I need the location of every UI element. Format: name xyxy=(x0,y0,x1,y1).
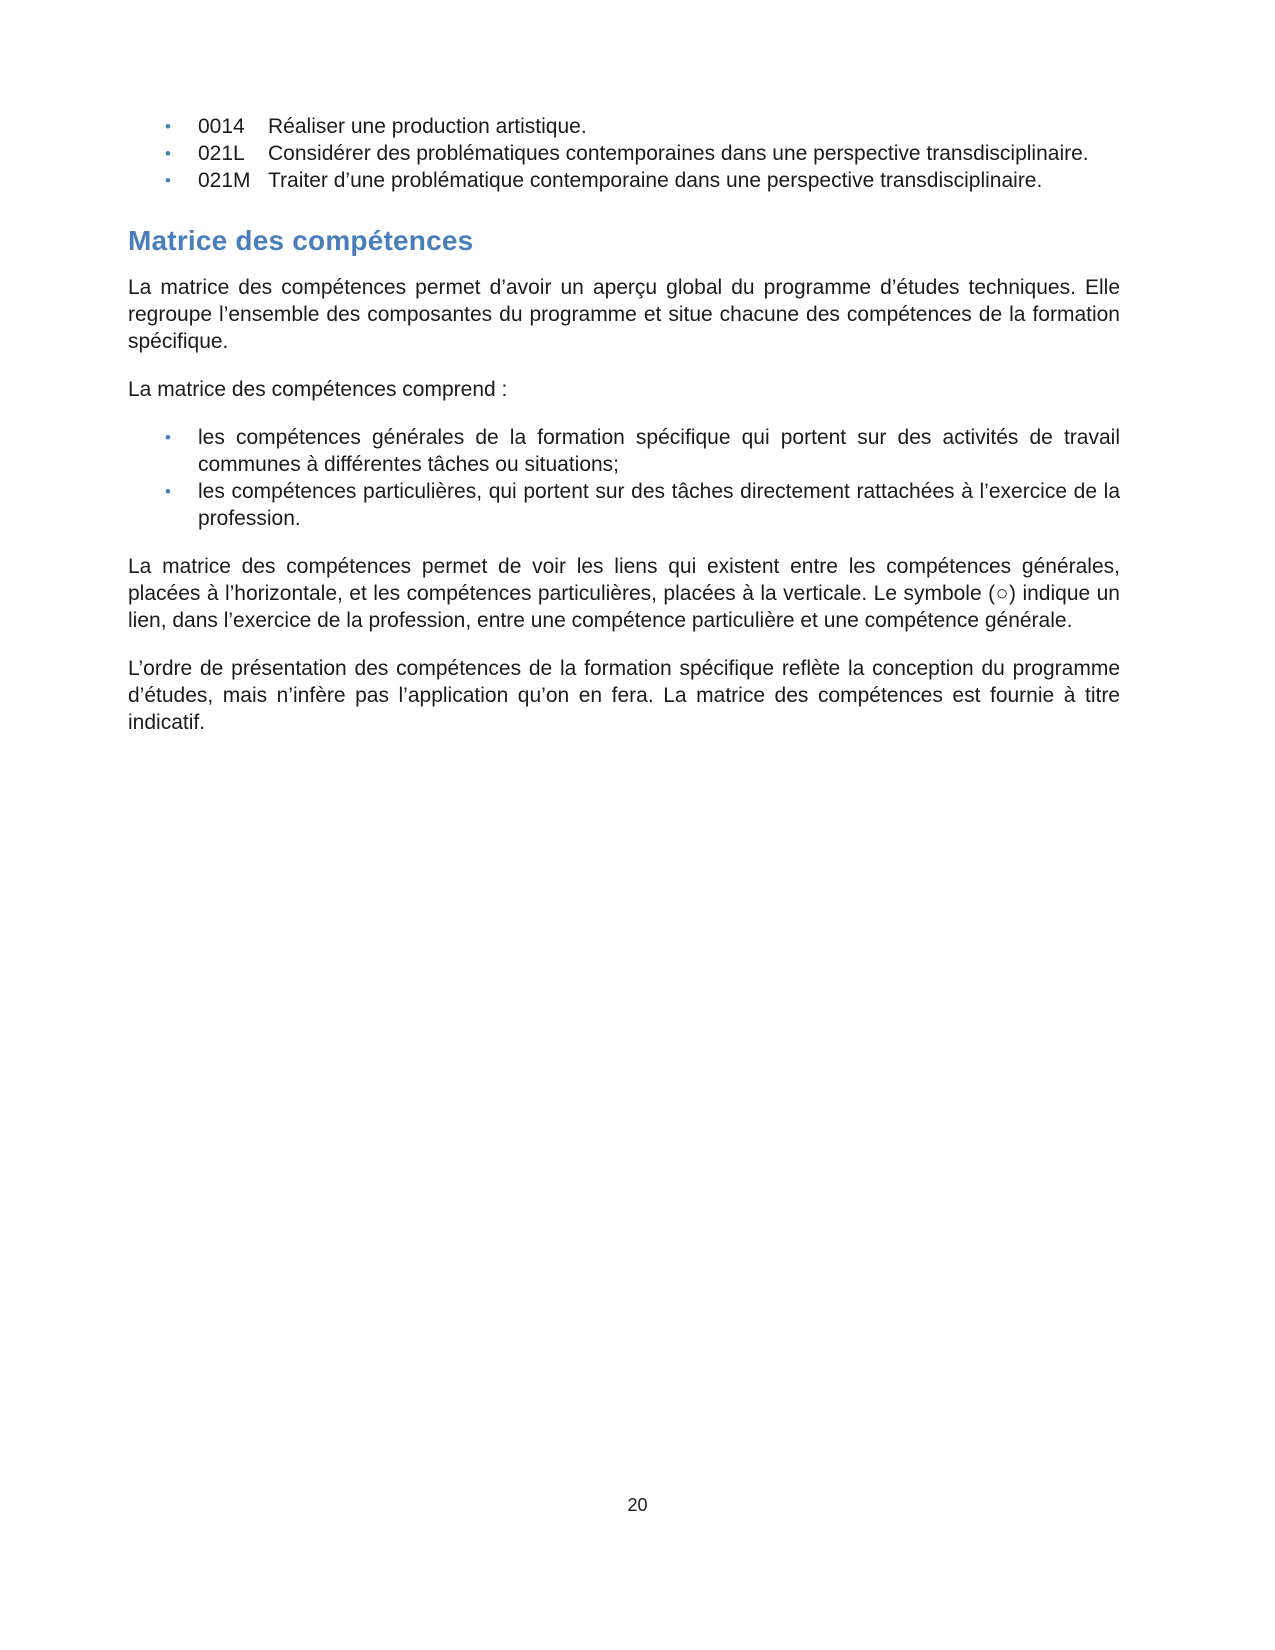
item-code: 021M xyxy=(198,169,251,192)
bullet-icon: • xyxy=(165,428,171,447)
paragraph-list-intro: La matrice des compétences comprend : xyxy=(128,378,508,401)
list-item xyxy=(165,167,1120,194)
competence-bullet-list xyxy=(165,424,1120,532)
bullet-icon: • xyxy=(165,117,171,136)
paragraph-matrix-links: La matrice des compétences permet de voir les liens qui existent entre les compétences générales, placées à l’horizontale, et les compétences particulières, placées à la verticale. Le symbole (○) indique un lien, dans l’exercice de la profession, entre une compétence particulière et une compétence générale. xyxy=(128,555,1120,632)
list-item xyxy=(165,478,1120,532)
list-item xyxy=(165,140,1120,167)
item-text: Considérer des problématiques contemporaines dans une perspective transdisciplinaire. xyxy=(268,142,1089,165)
bullet-icon: • xyxy=(165,482,171,501)
item-text: les compétences générales de la formation spécifique qui portent sur des activités de travail communes à différentes tâches ou situations; xyxy=(198,426,1120,476)
list-item xyxy=(165,424,1120,478)
paragraph-overview: La matrice des compétences permet d’avoir un aperçu global du programme d’études techniques. Elle regroupe l’ensemble des composantes du programme et situe chacune des compétences de la formation spécifique. xyxy=(128,276,1120,353)
list-item xyxy=(165,113,1120,140)
page-number: 20 xyxy=(627,1495,648,1515)
bullet-icon: • xyxy=(165,171,171,190)
section-heading: Matrice des compétences xyxy=(128,225,474,256)
item-text: Réaliser une production artistique. xyxy=(268,115,587,138)
bullet-icon: • xyxy=(165,144,171,163)
code-list xyxy=(165,113,1120,194)
item-text: les compétences particulières, qui portent sur des tâches directement rattachées à l’exercice de la profession. xyxy=(198,480,1120,530)
item-text: Traiter d’une problématique contemporaine dans une perspective transdisciplinaire. xyxy=(268,169,1043,192)
item-code: 021L xyxy=(198,142,245,165)
item-code: 0014 xyxy=(198,115,245,138)
paragraph-order: L’ordre de présentation des compétences de la formation spécifique reflète la conception du programme d’études, mais n’infère pas l’application qu’on en fera. La matrice des compétences est fournie à titre indicatif. xyxy=(128,657,1120,734)
